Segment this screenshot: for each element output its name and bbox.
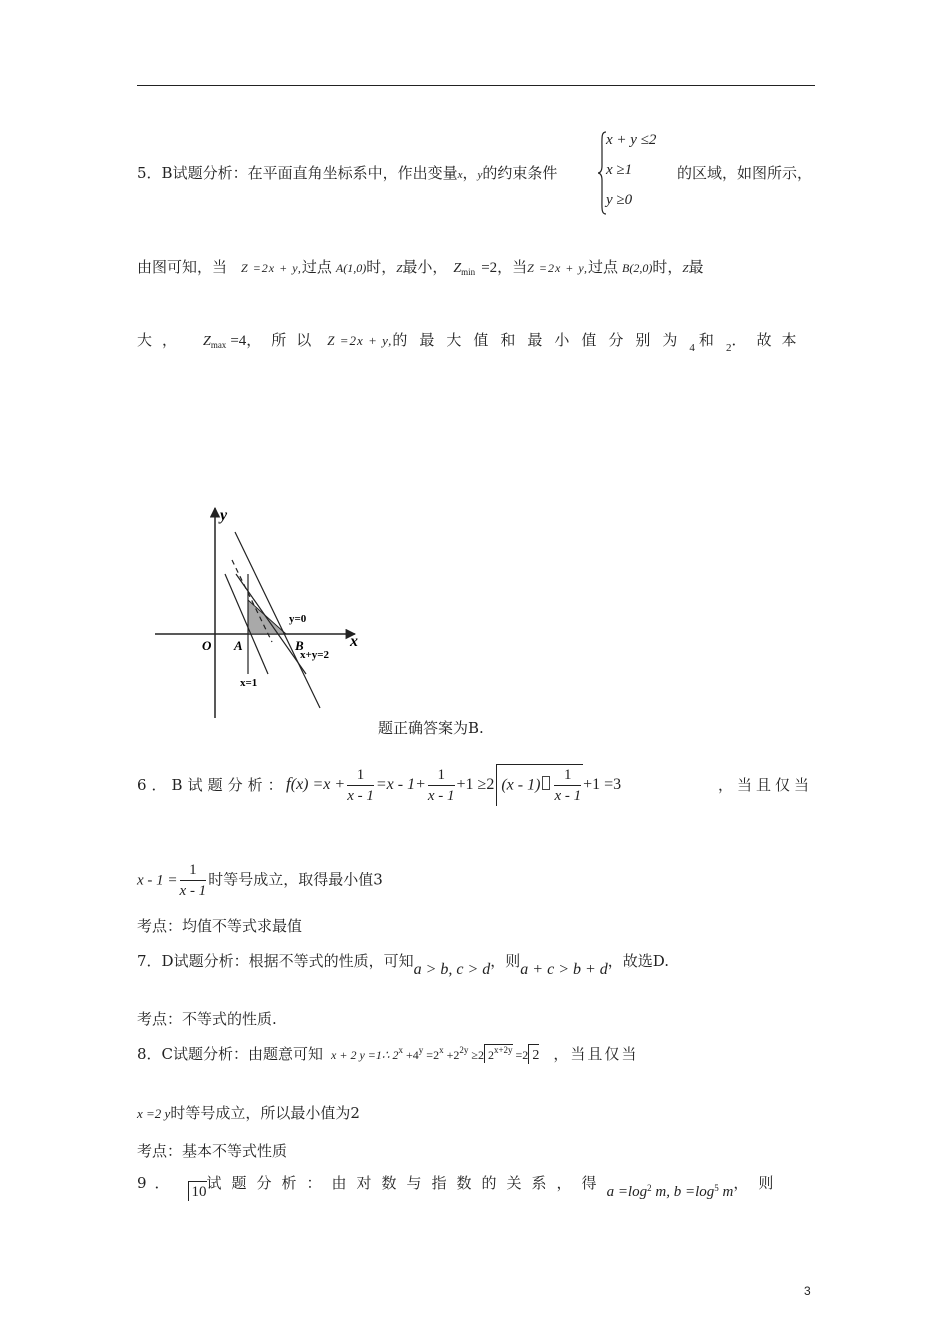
denominator: x - 1 — [179, 883, 207, 899]
math-expr: x - 1 = — [137, 872, 178, 889]
var-x: x — [457, 169, 463, 181]
label-a: A — [234, 638, 243, 653]
q7-kaodian: 考点：不等式的性质. — [137, 1010, 277, 1028]
fraction — [347, 765, 374, 806]
numerator: 1 — [180, 860, 207, 881]
math-expr: +1 =3 — [583, 776, 622, 793]
text: 试题分析：由对数与指数的关系，得 — [206, 1174, 607, 1192]
text: 由图可知，当 — [137, 258, 228, 276]
sqrt-radical — [188, 1181, 207, 1201]
text: 过点 — [301, 258, 332, 276]
text: ，所以 — [246, 331, 322, 349]
math-expr: x + 2 y =1∴ 2 — [331, 1048, 399, 1062]
point-a: A(1,0) — [335, 261, 367, 275]
q5-caption: 题正确答案为B. — [378, 719, 484, 737]
text: 的最大值和最小值分别为 — [392, 331, 690, 349]
q8-line1: 8．C试题分析：由题意可知 x + 2 y =1∴ $2^x +4^y =2^x +2^{2y} \ge 2$ $2^{x+2y} =2$ 2 ，当且仅当 — [137, 1045, 639, 1063]
q5-line2 — [137, 256, 704, 277]
page-number: 3 — [804, 1284, 811, 1298]
denominator: x - 1 — [347, 787, 374, 804]
q5-intro-text: 5．B试题分析：在平面直角坐标系中，作出变量 — [137, 164, 458, 182]
math-expr: a + c > b + d — [520, 961, 608, 978]
text: 时， — [366, 258, 397, 276]
dot-placeholder — [542, 776, 550, 790]
q5-line3 — [137, 329, 806, 354]
text: 7．D试题分析：根据不等式的性质，可知 — [137, 952, 414, 970]
math-expr: a > b, c > d — [413, 961, 491, 978]
constraint-3: y ≥0 — [606, 192, 633, 208]
zmin-value: =2 — [481, 260, 498, 276]
q6-line2 — [137, 860, 383, 901]
text: 8．C试题分析：由题意可知 — [137, 1045, 324, 1063]
constraint-2: x ≥1 — [606, 162, 633, 178]
text: 过点 — [588, 258, 619, 276]
sqrt-radical — [496, 764, 583, 806]
label-x: x — [350, 633, 358, 650]
text: 大， — [137, 331, 188, 349]
text: 最 — [688, 258, 704, 276]
text: ，则 — [490, 952, 521, 970]
subscript-max: max — [210, 340, 227, 350]
var-y: y — [477, 169, 483, 181]
value-four: 4 — [689, 342, 695, 354]
math-expr: a =log — [606, 1184, 648, 1200]
q6-kaodian: 考点：均值不等式求最值 — [137, 917, 303, 935]
math-z: Z — [682, 263, 689, 275]
feasible-region-figure — [150, 502, 365, 724]
text: 时等号成立，所以最小值为2 — [170, 1104, 360, 1122]
math-expr: +1 ≥2 — [456, 776, 495, 793]
q8-line2 — [137, 1102, 360, 1123]
fraction — [180, 860, 207, 901]
math-expr: =x - 1+ — [375, 776, 426, 793]
label-b: B — [295, 638, 304, 653]
constraint-1: x + y ≤2 — [606, 132, 657, 148]
denominator: x - 1 — [427, 787, 455, 804]
math-expr: Z =2x + y, — [527, 261, 589, 275]
feasible-region — [248, 600, 286, 634]
q6-lead: 6．B试题分析： — [137, 776, 288, 794]
q8-kaodian: 考点：基本不等式性质 — [137, 1142, 288, 1160]
sqrt-radical: 2 — [528, 1044, 539, 1064]
text: ，当且仅当 — [553, 1045, 639, 1063]
label-y-eq-0: y=0 — [289, 613, 307, 625]
math-f: f — [286, 774, 291, 793]
point-b: B(2,0) — [622, 261, 653, 275]
header-rule — [137, 85, 815, 86]
fraction — [428, 765, 455, 806]
subscript-min: min — [461, 267, 476, 277]
math-zmin: Z — [453, 261, 462, 276]
numerator: 1 — [428, 765, 455, 786]
math-expr: Z =2x + y, — [241, 261, 302, 275]
q6-formula — [286, 764, 621, 806]
q6-tail: ，当且仅当 — [718, 776, 814, 794]
text: ，则 — [733, 1174, 784, 1192]
q5-line1 — [137, 162, 557, 183]
text: ，故选D. — [607, 952, 670, 970]
q5-line1-right: 的区域，如图所示， — [677, 164, 813, 182]
label-x-plus-y-eq-2: x+y=2 — [300, 649, 330, 661]
text: 时， — [652, 258, 683, 276]
value-two: 2 — [725, 342, 732, 354]
text: 时等号成立，取得最小值3 — [208, 870, 383, 889]
q5-constraint-text: 的约束条件 — [482, 164, 558, 182]
zmax-value: =4 — [230, 333, 247, 349]
numerator: 1 — [347, 765, 374, 786]
text: ．故本 — [731, 331, 807, 349]
math-zmax: Z — [203, 334, 211, 349]
text: 9． — [137, 1174, 178, 1192]
label-y: y — [220, 507, 228, 524]
sqrt-value: 10 — [191, 1184, 207, 1200]
numerator: 1 — [554, 765, 581, 786]
text: 和 — [698, 331, 714, 349]
text: 最小， — [402, 258, 448, 276]
comma: ， — [462, 164, 478, 182]
math-expr: (x - 1) — [501, 776, 541, 794]
math-expr: (x) =x + — [290, 776, 346, 793]
text: ，当 — [497, 258, 528, 276]
denominator: x - 1 — [554, 788, 582, 804]
constraint-system — [598, 130, 678, 216]
label-origin: O — [202, 638, 212, 653]
math-z: Z — [396, 263, 403, 275]
q7-line1 — [137, 950, 669, 979]
label-x-eq-1: x=1 — [240, 677, 258, 689]
math-expr: x =2 y — [137, 1106, 171, 1121]
fraction — [554, 765, 581, 806]
sqrt-radical: $2^{x+2y}$ — [484, 1044, 513, 1063]
q9-line1: 9． 10试题分析：由对数与指数的关系，得$a =\log_2$ m, $b =\log_5$ m，则 — [137, 1174, 784, 1200]
math-expr: Z =2x + y, — [327, 333, 393, 348]
